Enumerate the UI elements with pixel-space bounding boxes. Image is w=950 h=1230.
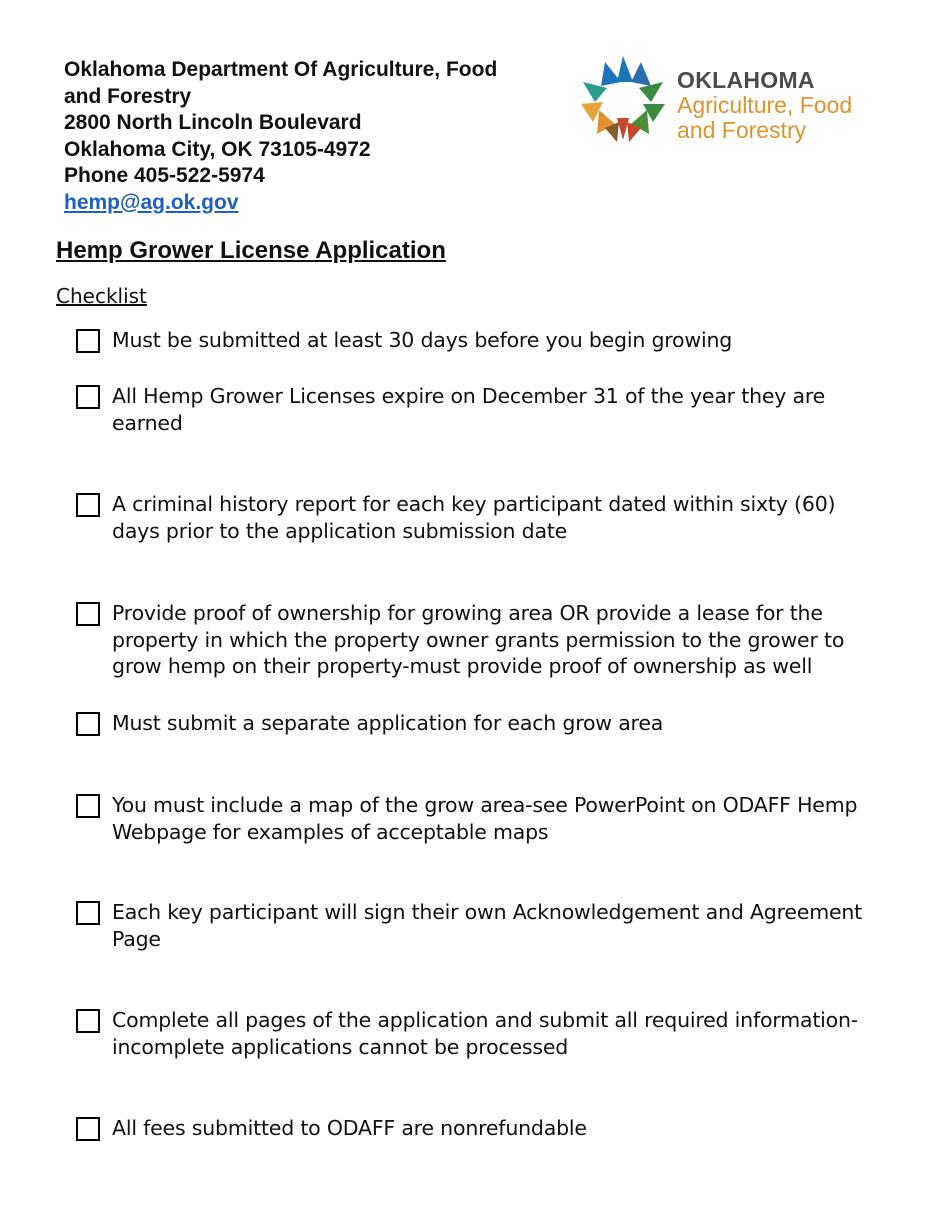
checkbox[interactable]	[76, 602, 100, 626]
agency-name-line-1: Oklahoma Department Of Agriculture, Food	[64, 58, 498, 81]
checkbox[interactable]	[76, 1117, 100, 1141]
logo-line-agriculture: Agriculture, Food	[677, 92, 853, 118]
checklist-heading: Checklist	[56, 284, 147, 308]
checklist-item-text: Each key participant will sign their own Acknowledgement and Agreement Page	[112, 900, 863, 951]
checklist-item-text: You must include a map of the grow area-see PowerPoint on ODAFF Hemp Webpage for examples of acceptable maps	[112, 793, 858, 844]
logo-wordmark	[677, 68, 852, 143]
odaff-logo	[577, 52, 887, 152]
checklist-item-text: A criminal history report for each key participant dated within sixty (60) days prior to the application submission date	[112, 492, 836, 543]
checkbox[interactable]	[76, 901, 100, 925]
checklist-item-text: Must submit a separate application for each grow area	[112, 711, 664, 735]
document-title: Hemp Grower License Application	[56, 237, 446, 264]
agency-name-line-2: and Forestry	[64, 84, 192, 108]
agency-address-block	[64, 57, 544, 216]
checkbox[interactable]	[76, 329, 100, 353]
checkbox[interactable]	[76, 794, 100, 818]
phone-number: Phone 405-522-5974	[64, 164, 265, 187]
logo-line-forestry: and Forestry	[677, 117, 807, 143]
checklist-item-text: All Hemp Grower Licenses expire on December 31 of the year they are earned	[112, 384, 826, 435]
street-address: 2800 North Lincoln Boulevard	[64, 111, 362, 134]
logo-line-oklahoma: OKLAHOMA	[677, 67, 815, 93]
checkbox[interactable]	[76, 1009, 100, 1033]
checklist-item-text: Provide proof of ownership for growing area OR provide a lease for the property in which the property owner grants permission to the grower to grow hemp on their property-must provide proof of ownership as well	[112, 601, 845, 678]
checkbox[interactable]	[76, 493, 100, 517]
checkbox[interactable]	[76, 385, 100, 409]
email-link[interactable]: hemp@ag.ok.gov	[64, 190, 239, 214]
star-logo-icon	[577, 52, 669, 144]
checklist-item-text: Must be submitted at least 30 days before you begin growing	[112, 328, 733, 352]
city-state-zip: Oklahoma City, OK 73105-4972	[64, 137, 371, 161]
checklist-item-text: All fees submitted to ODAFF are nonrefundable	[112, 1116, 587, 1140]
checklist-item-text: Complete all pages of the application and submit all required information-incomplete applications cannot be processed	[112, 1008, 858, 1059]
checkbox[interactable]	[76, 712, 100, 736]
